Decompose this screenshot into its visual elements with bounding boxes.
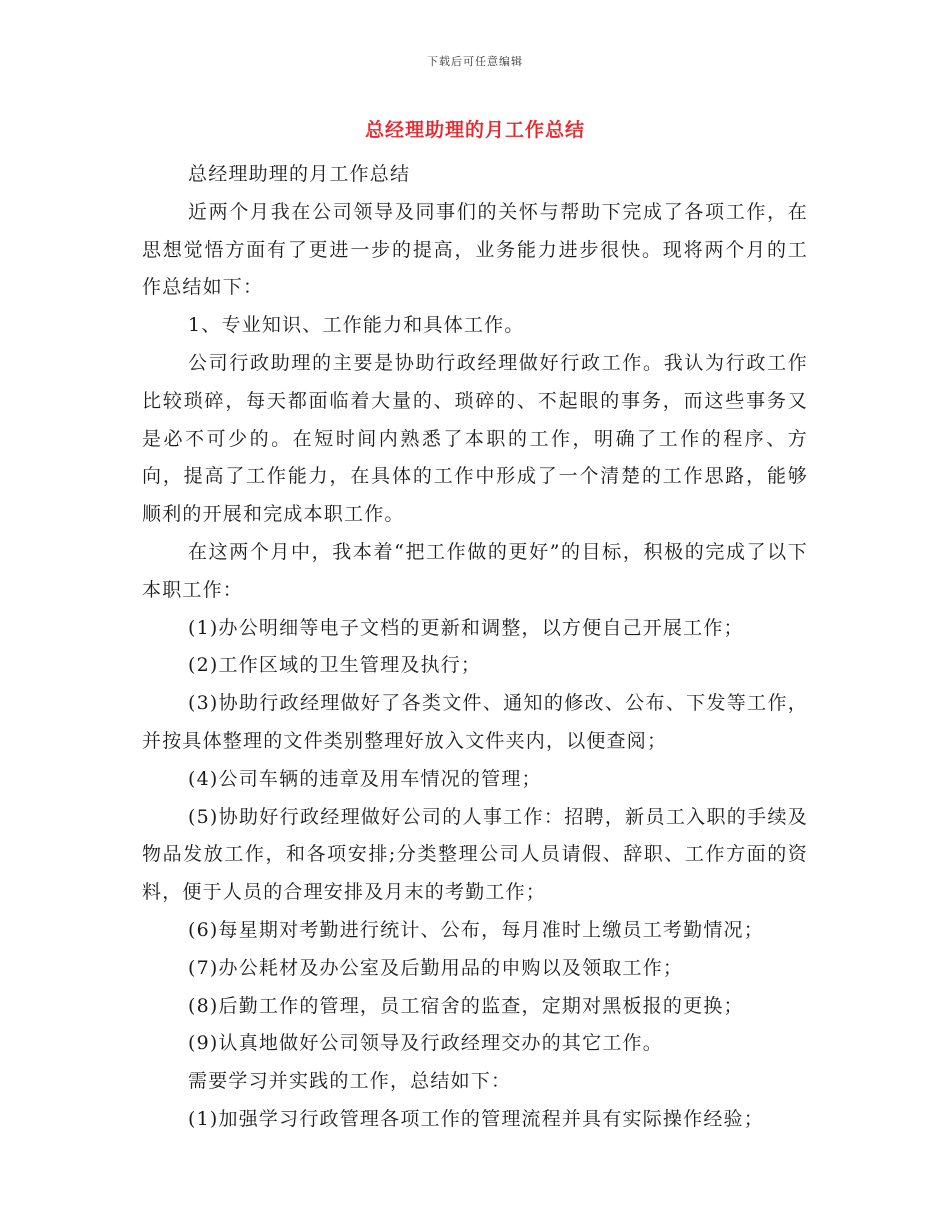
list-item-duty-6: (6)每星期对考勤进行统计、公布，每月准时上缴员工考勤情况； [188,918,764,941]
paragraph-intro: 近两个月我在公司领导及同事们的关怀与帮助下完成了各项工作，在思想觉悟方面有了更进一步的提高，业务能力进步很快。现将两个月的工作总结如下： [142,200,808,299]
paragraph-subtitle: 总经理助理的月工作总结 [188,163,411,185]
list-item-learning-1: (1)加强学习行政管理各项工作的管理流程并具有实际操作经验； [188,1107,764,1130]
list-item-duty-3: (3)协助行政经理做好了各类文件、通知的修改、公布、下发等工作，并按具体整理的文件类别整理好放入文件夹内，以便查阅； [142,692,808,752]
paragraph-learning-intro: 需要学习并实践的工作，总结如下： [188,1070,512,1093]
list-item-duty-4: (4)公司车辆的违章及用车情况的管理； [188,767,542,790]
list-item-duty-9: (9)认真地做好公司领导及行政经理交办的其它工作。 [188,1032,663,1055]
header-note: 下载后可任意编辑 [427,55,523,68]
paragraph-role-description: 公司行政助理的主要是协助行政经理做好行政工作。我认为行政工作比较琐碎，每天都面临着大量的、琐碎的、不起眼的事务，而这些事务又是必不可少的。在短时间内熟悉了本职的工作，明确了工作的程序、方向，提高了工作能力，在具体的工作中形成了一个清楚的工作思路，能够顺利的开展和完成本职工作。 [142,351,808,526]
list-item-duty-2: (2)工作区域的卫生管理及执行； [188,654,482,677]
list-item-duty-5: (5)协助好行政经理做好公司的人事工作：招聘，新员工入职的手续及物品发放工作，和各项安排;分类整理公司人员请假、辞职、工作方面的资料，便于人员的合理安排及月末的考勤工作； [142,805,808,904]
document-body [142,156,808,1139]
list-item-duty-7: (7)办公耗材及办公室及后勤用品的申购以及领取工作； [188,956,684,979]
document-title: 总经理助理的月工作总结 [364,119,585,141]
list-item-duty-8: (8)后勤工作的管理，员工宿舍的监查，定期对黑板报的更换； [188,994,744,1017]
list-item-duty-1: (1)办公明细等电子文档的更新和调整，以方便自己开展工作； [188,616,744,639]
paragraph-duties-intro: 在这两个月中，我本着“把工作做的更好”的目标，积极的完成了以下本职工作： [142,540,808,601]
paragraph-section-1-heading: 1、专业知识、工作能力和具体工作。 [188,314,525,337]
